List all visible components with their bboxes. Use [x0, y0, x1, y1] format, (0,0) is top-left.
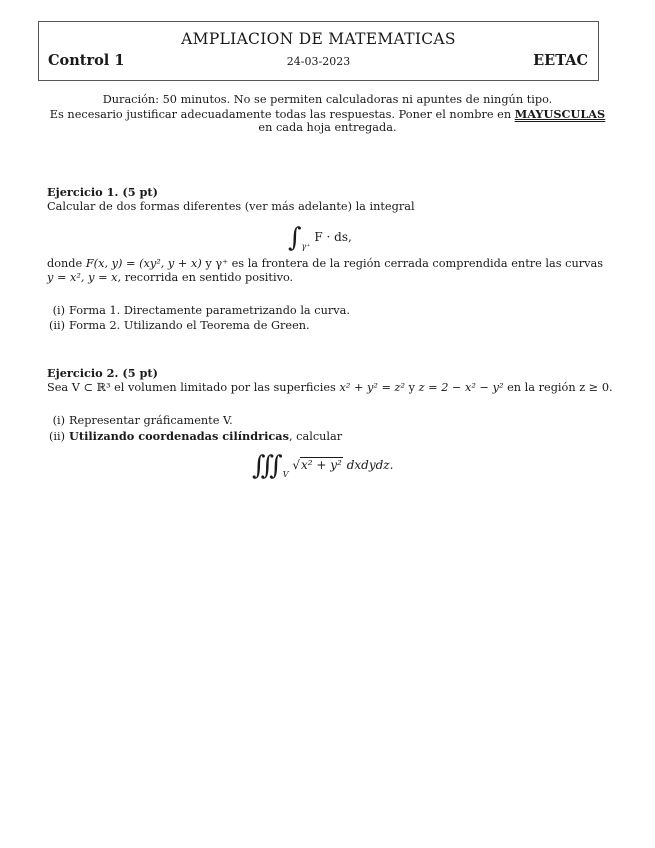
- triple-integral-symbol: ∭: [252, 451, 283, 481]
- intro-caps: MAYUSCULAS: [514, 107, 606, 121]
- ex1-curves-text: recorrida en sentido positivo.: [124, 271, 294, 284]
- ex1-def-c: y γ⁺ es la frontera de la región cerrada comprendida entre las curvas: [205, 257, 604, 270]
- ex2-item-2: (ii) Utilizando coordenadas cilíndricas, calcular: [48, 429, 343, 443]
- ex1-curves-eq: y = x², y = x,: [47, 271, 122, 284]
- ex2-formula-rest: dxdydz.: [346, 458, 394, 472]
- ex2-st-a: Sea V ⊂ ℝ³ el volumen limitado por las superficies: [47, 381, 336, 394]
- intro-justify: [40, 107, 615, 122]
- ex1-formula: [288, 218, 352, 253]
- ex2-formula-root: x² + y²: [301, 458, 342, 472]
- intro-duration: Duración: 50 minutos. No se permiten calculadoras ni apuntes de ningún tipo.: [102, 93, 553, 106]
- integral-symbol: ∫: [288, 223, 302, 253]
- header-box: [38, 21, 599, 81]
- ex1-curves: [47, 271, 293, 285]
- ex1-def-field: F(x, y) = (xy², y + x): [85, 257, 202, 270]
- ex2-formula: [252, 446, 394, 481]
- control-label: Control 1: [48, 52, 125, 69]
- ex2-st-cone: x² + y² = z²: [339, 381, 406, 394]
- ex2-item-1: (i) Representar gráficamente V.: [52, 414, 233, 427]
- ex1-definition: [47, 257, 603, 271]
- ex1-statement: Calcular de dos formas diferentes (ver más adelante) la integral: [47, 200, 415, 213]
- ex1-formula-body: F · ds,: [314, 230, 352, 244]
- intro-sheet: en cada hoja entregada.: [258, 121, 397, 134]
- ex1-def-a: donde: [47, 257, 83, 270]
- ex1-item-2: (ii) Forma 2. Utilizando el Teorema de Green.: [48, 319, 310, 332]
- sqrt-symbol: √: [292, 458, 301, 472]
- ex2-st-e: en la región z ≥ 0.: [507, 381, 613, 394]
- ex2-st-c: y: [408, 381, 416, 394]
- ex2-title: Ejercicio 2. (5 pt): [47, 366, 158, 380]
- exam-title: AMPLIACION DE MATEMATICAS: [181, 30, 456, 48]
- intro-justify-text: Es necesario justificar adecuadamente todas las respuestas. Poner el nombre en: [49, 108, 512, 121]
- ex1-title: Ejercicio 1. (5 pt): [47, 185, 158, 199]
- ex1-item-1: (i) Forma 1. Directamente parametrizando la curva.: [52, 304, 350, 317]
- ex2-st-paraboloid: z = 2 − x² − y²: [418, 381, 504, 394]
- school-label: EETAC: [533, 52, 588, 69]
- ex2-statement: [47, 381, 613, 395]
- exam-date: 24-03-2023: [286, 55, 351, 68]
- ex2-formula-sub: V: [282, 470, 289, 479]
- ex1-formula-sub: γ⁺: [301, 242, 311, 251]
